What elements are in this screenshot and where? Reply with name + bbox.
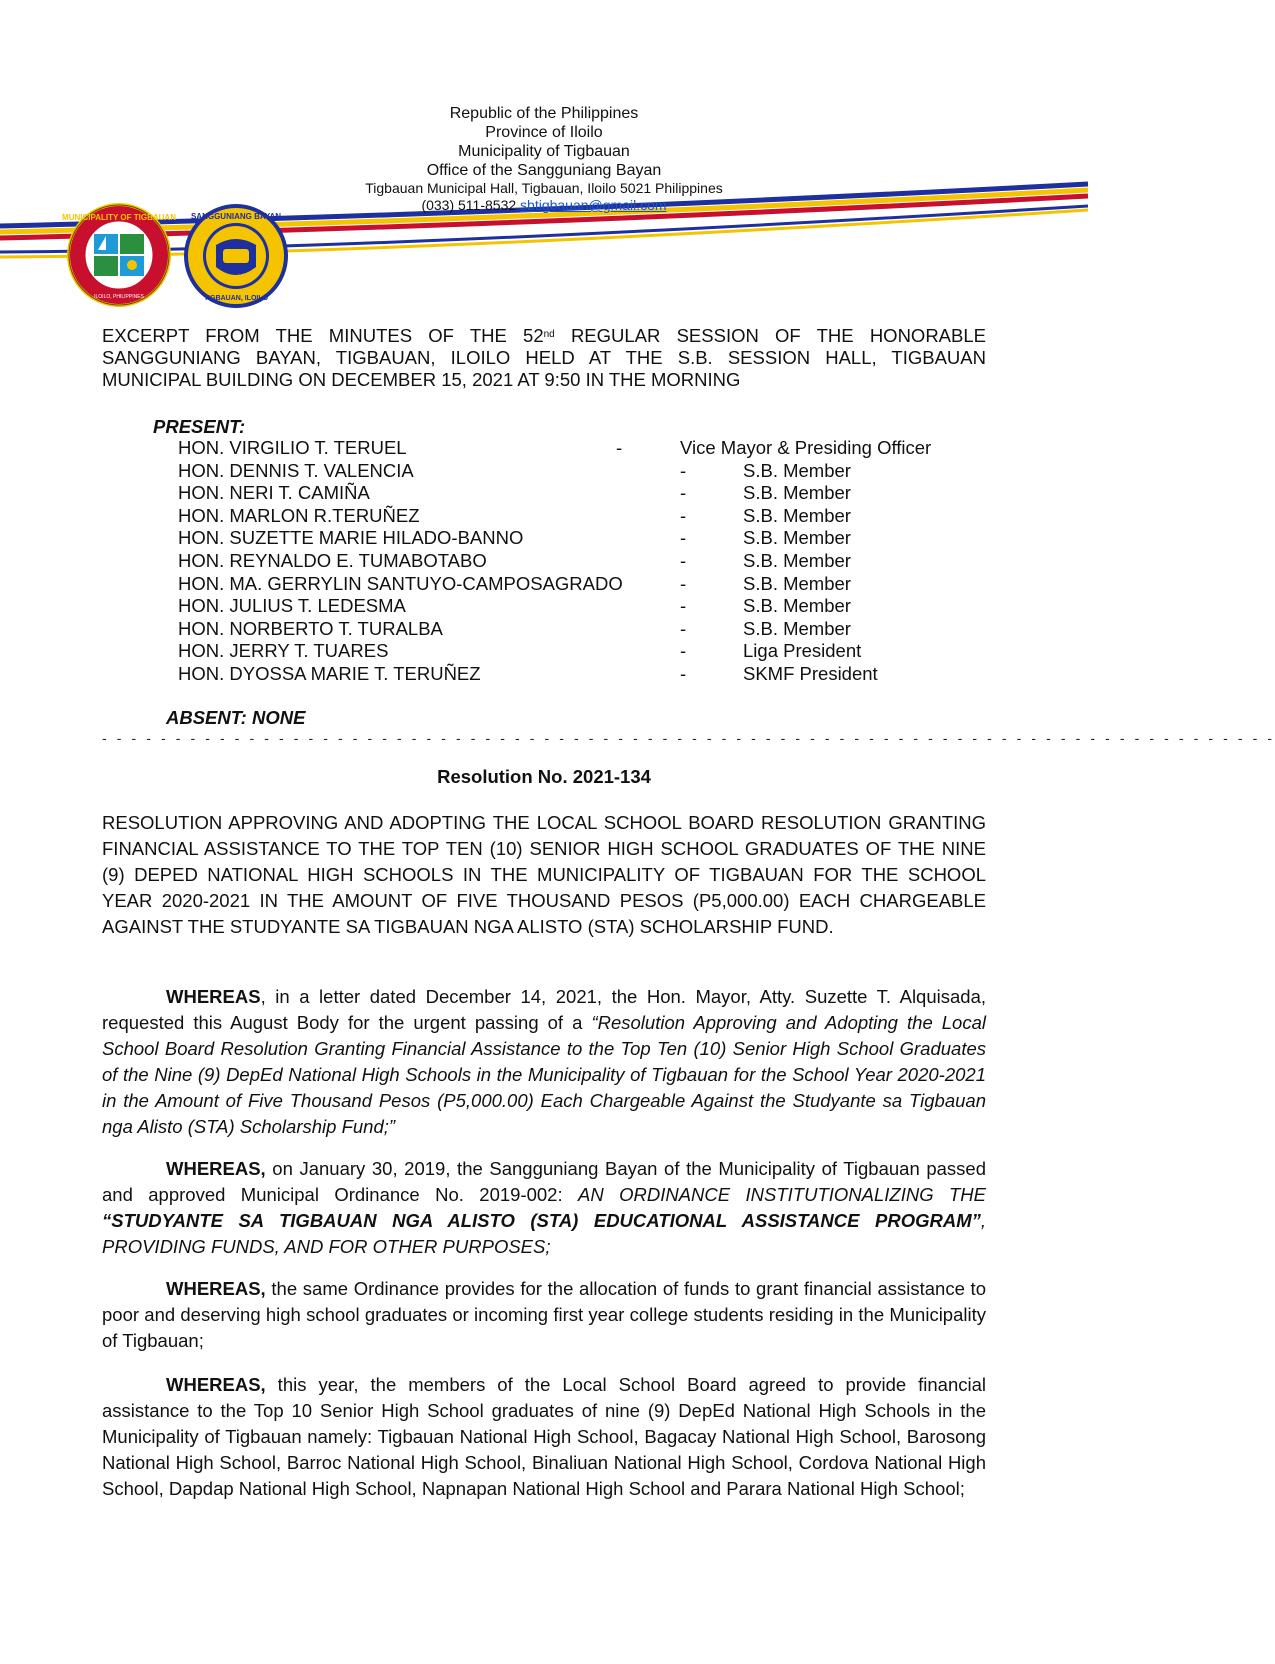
member-dash: -: [680, 459, 687, 481]
member-dash: -: [680, 482, 687, 504]
member-dash: -: [680, 662, 687, 684]
whereas-lead: WHEREAS,: [166, 1278, 266, 1299]
member-name: HON. JULIUS T. LEDESMA: [178, 595, 406, 617]
province-line: Province of Iloilo: [485, 124, 603, 141]
member-role: Liga President: [743, 640, 862, 662]
member-role: S.B. Member: [743, 572, 851, 594]
member-name: HON. REYNALDO E. TUMABOTABO: [178, 549, 487, 571]
svg-text:MUNICIPALITY OF TIGBAUAN: MUNICIPALITY OF TIGBAUAN: [62, 213, 176, 222]
member-role: S.B. Member: [743, 527, 851, 549]
paragraph-text: , in a letter dated December 14, 2021, the Hon. Mayor, Atty. Suzette T. Alquisada, requested this August Body for the urgent passing of a: [102, 986, 986, 1033]
ordinance-title-part-2: , PROVIDING FUNDS, AND FOR OTHER PURPOSES;: [102, 1210, 986, 1257]
minutes-excerpt-heading: [102, 325, 986, 391]
member-name: HON. SUZETTE MARIE HILADO-BANNO: [178, 527, 524, 549]
member-row: [178, 482, 998, 505]
attendance-list: [178, 437, 998, 686]
member-name: HON. VIRGILIO T. TERUEL: [178, 437, 407, 458]
contact-line: [0, 197, 1088, 214]
svg-text:SANGGUNIANG BAYAN: SANGGUNIANG BAYAN: [190, 212, 282, 221]
excerpt-ordinal: nd: [543, 329, 555, 340]
member-row: [178, 550, 998, 573]
member-row: [178, 437, 998, 460]
letterhead: [0, 104, 1088, 214]
municipality-line: Municipality of Tigbauan: [458, 143, 630, 160]
member-row: [178, 595, 998, 618]
member-role: S.B. Member: [743, 617, 851, 639]
whereas-paragraph-2: [102, 1156, 986, 1260]
member-name: HON. NERI T. CAMIÑA: [178, 482, 370, 504]
member-dash: -: [680, 504, 687, 526]
resolution-title: RESOLUTION APPROVING AND ADOPTING THE LOCAL SCHOOL BOARD RESOLUTION GRANTING FINANCIAL ASSISTANCE TO THE TOP TEN (10) SENIOR HIGH SCHOOL GRADUATES OF THE NINE (9) DEPED NATIONAL HIGH SCHOOLS IN THE MUNICIPALITY OF TIGBAUAN FOR THE SCHOOL YEAR 2020-2021 IN THE AMOUNT OF FIVE THOUSAND PESOS (P5,000.00) EACH CHARGEABLE AGAINST THE STUDYANTE SA TIGBAUAN NGA ALISTO (STA) SCHOLARSHIP FUND.: [102, 812, 986, 937]
email-link[interactable]: sbtigbauan@gmail.com: [520, 197, 667, 213]
member-row: [178, 663, 998, 686]
member-role: S.B. Member: [743, 595, 851, 617]
member-name: HON. JERRY T. TUARES: [178, 640, 389, 662]
member-name: HON. DENNIS T. VALENCIA: [178, 459, 414, 481]
phone-number: (033) 511-8532: [421, 197, 517, 213]
absent-label: ABSENT: NONE: [166, 707, 306, 728]
member-row: [178, 460, 998, 483]
address-line: Tigbauan Municipal Hall, Tigbauan, Iloilo 5021 Philippines: [365, 180, 723, 196]
member-dash: -: [680, 640, 687, 662]
svg-text:TIGBAUAN, ILOILO: TIGBAUAN, ILOILO: [203, 295, 269, 302]
section-separator: - - - - - - - - - - - - - - - - - - - - - - - - - - - - - - - - - - - - - - - - - - - - - - - - - - - - - - - - - - - - - - - - - - - - - - - - - - - - - - - -: [102, 730, 1275, 746]
member-row: [178, 527, 998, 550]
ordinance-title-part-1: AN ORDINANCE INSTITUTIONALIZING THE: [578, 1184, 987, 1205]
member-role: SKMF President: [743, 662, 878, 684]
member-row: [178, 573, 998, 596]
paragraph-text: the same Ordinance provides for the allocation of funds to grant financial assistance to poor and deserving high school graduates or incoming first year college students residing in the Municipality of Tigbauan;: [102, 1278, 986, 1351]
member-name: HON. MARLON R.TERUÑEZ: [178, 504, 420, 526]
paragraph-text: this year, the members of the Local School Board agreed to provide financial assistance to the Top 10 Senior High School graduates of nine (9) DepEd National High Schools in the Municipality of Tigbauan namely: Tigbauan National High School, Bagacay National High School, Barosong National High School, Barroc National High School, Binaliuan National High School, Cordova National High School, Dapdap National High School, Napnapan National High School and Parara National High School;: [102, 1374, 986, 1499]
resolution-number: Resolution No. 2021-134: [437, 766, 651, 787]
whereas-lead: WHEREAS,: [166, 1374, 266, 1395]
whereas-paragraph-3: [102, 1276, 986, 1354]
paragraph-text: on January 30, 2019, the Sangguniang Bayan of the Municipality of Tigbauan passed and approved Municipal Ordinance No. 2019-002:: [102, 1158, 986, 1205]
member-role: S.B. Member: [743, 482, 851, 504]
member-dash: -: [680, 572, 687, 594]
member-dash: -: [680, 527, 687, 549]
member-row: [178, 640, 998, 663]
paragraph-quote: “Resolution Approving and Adopting the Local School Board Resolution Granting Financial Assistance to the Top Ten (10) Senior High School Graduates of the Nine (9) DepEd National High Schools in the Municipality of Tigbauan for the School Year 2020-2021 in the Amount of Five Thousand Pesos (P5,000.00) Each Chargeable Against the Studyante sa Tigbauan nga Alisto (STA) Scholarship Fund;”: [102, 1012, 986, 1137]
present-label: PRESENT:: [153, 416, 246, 437]
municipality-seal-icon: [62, 202, 176, 308]
member-dash: -: [680, 549, 687, 571]
svg-text:ILOILO, PHILIPPINES: ILOILO, PHILIPPINES: [94, 294, 144, 300]
member-role: S.B. Member: [743, 459, 851, 481]
excerpt-part-1: EXCERPT FROM THE MINUTES OF THE 52: [102, 325, 544, 346]
member-row: [178, 505, 998, 528]
member-name: HON. MA. GERRYLIN SANTUYO-CAMPOSAGRADO: [178, 572, 623, 594]
member-dash: -: [616, 437, 623, 458]
member-role: S.B. Member: [743, 549, 851, 571]
member-role: S.B. Member: [743, 504, 851, 526]
member-role: Vice Mayor & Presiding Officer: [680, 437, 932, 458]
member-dash: -: [680, 617, 687, 639]
whereas-paragraph-4: [102, 1372, 986, 1502]
whereas-lead: WHEREAS: [166, 986, 261, 1007]
member-row: [178, 618, 998, 641]
excerpt-part-2: REGULAR SESSION OF THE HONORABLE SANGGUNIANG BAYAN, TIGBAUAN, ILOILO HELD AT THE S.B. SESSION HALL, TIGBAUAN MUNICIPAL BUILDING ON DECEMBER 15, 2021 AT 9:50 IN THE MORNING: [102, 325, 986, 390]
office-line: Office of the Sangguniang Bayan: [426, 162, 662, 179]
program-name: “STUDYANTE SA TIGBAUAN NGA ALISTO (STA) EDUCATIONAL ASSISTANCE PROGRAM”: [102, 1210, 981, 1231]
member-name: HON. NORBERTO T. TURALBA: [178, 617, 443, 639]
country-line: Republic of the Philippines: [449, 105, 639, 122]
whereas-lead: WHEREAS,: [166, 1158, 266, 1179]
member-dash: -: [680, 595, 687, 617]
member-name: HON. DYOSSA MARIE T. TERUÑEZ: [178, 662, 481, 684]
sangguniang-bayan-seal-icon: [183, 203, 289, 309]
whereas-paragraph-1: [102, 984, 986, 1140]
